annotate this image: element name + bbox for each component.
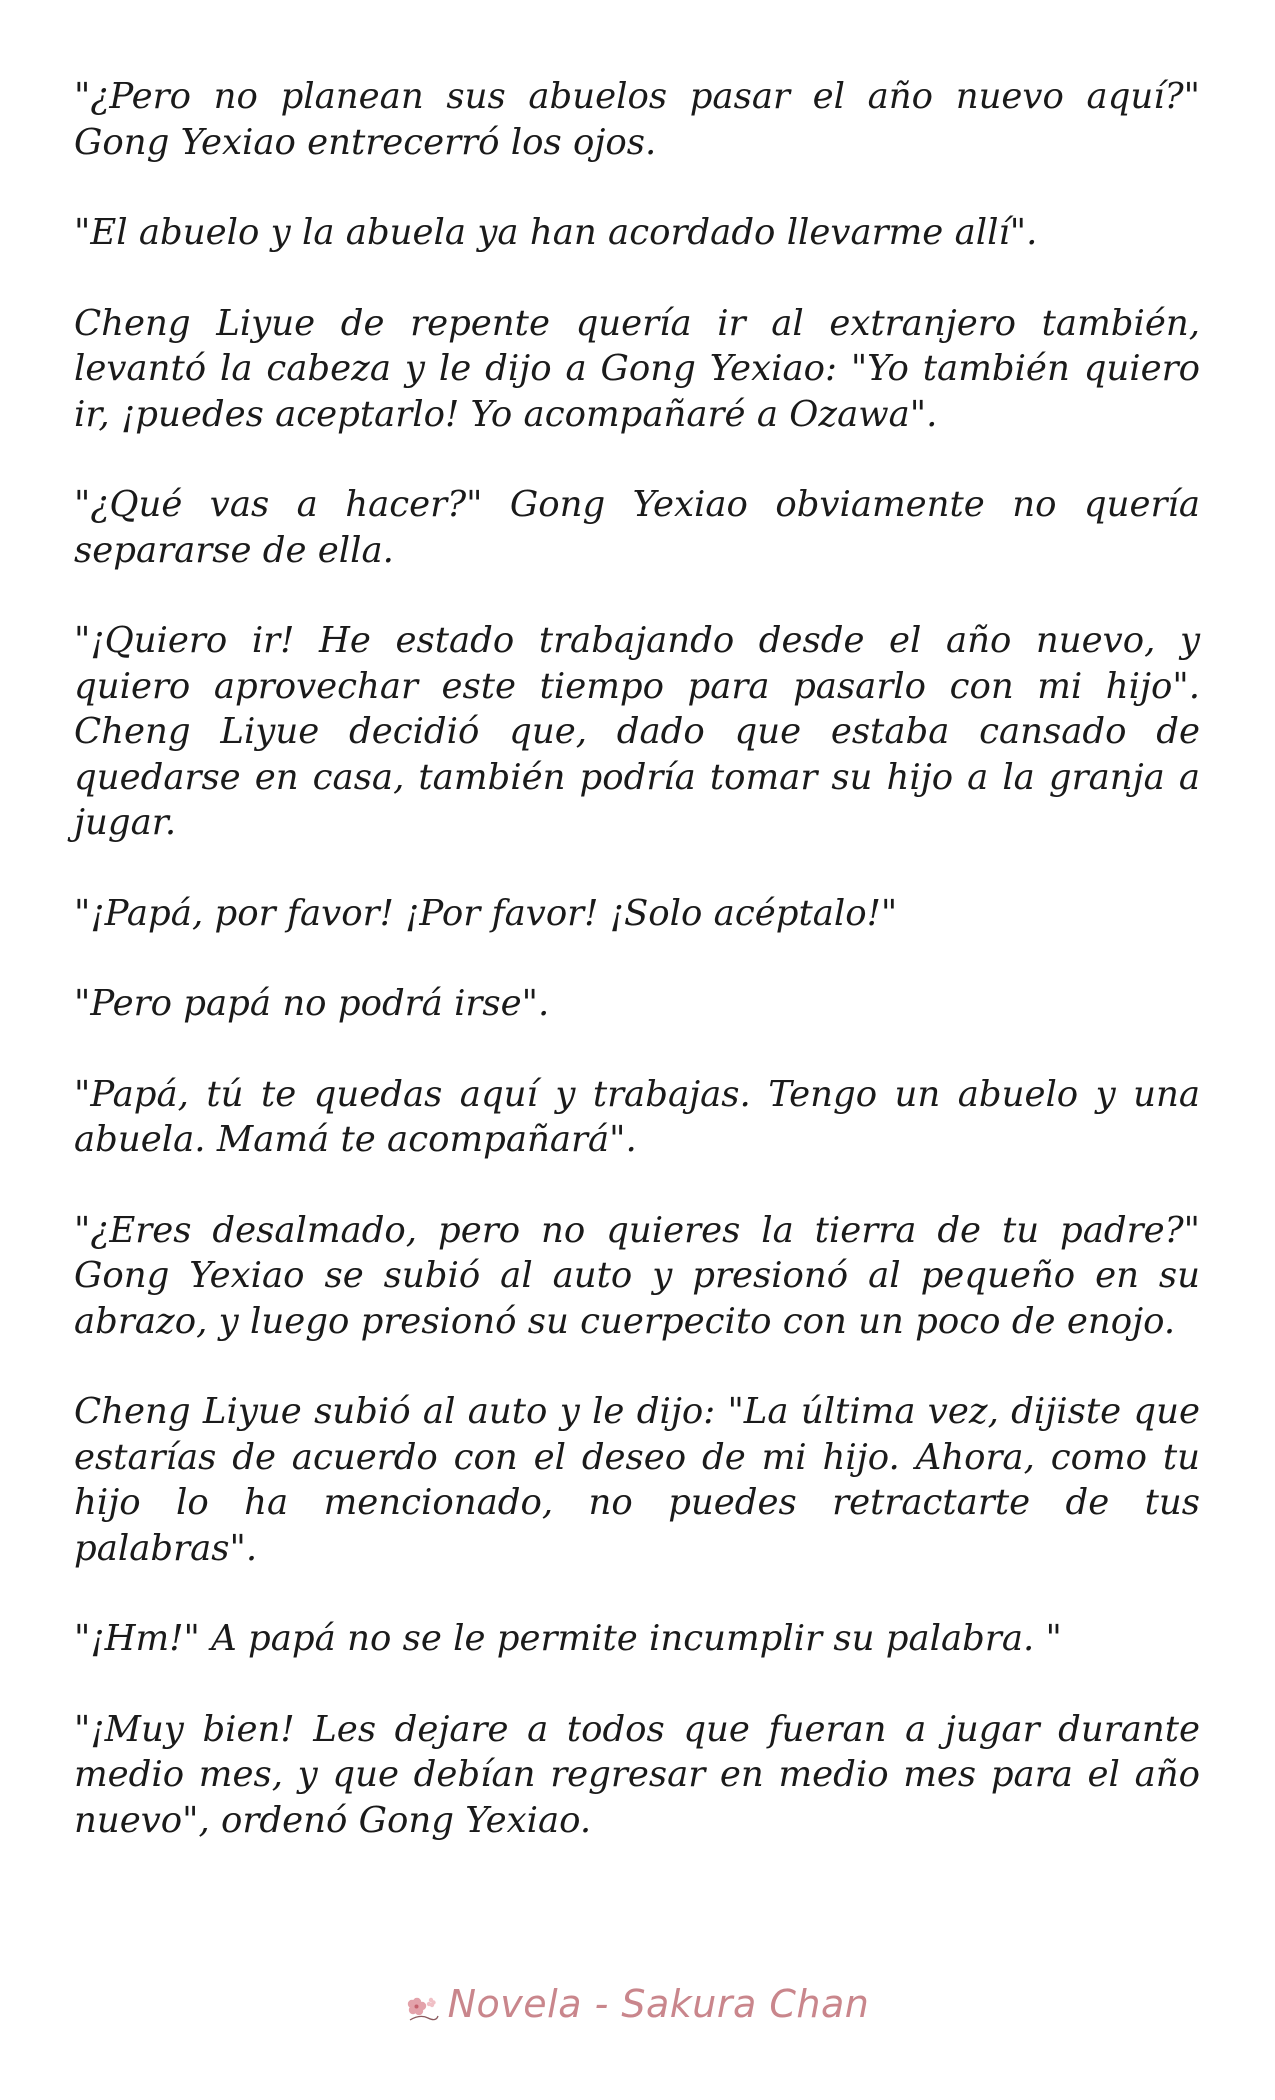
paragraph: "El abuelo y la abuela ya han acordado llevarme allí". — [74, 212, 1038, 253]
paragraph: "¿Pero no planean sus abuelos pasar el año nuevo aquí?" Gong Yexiao entrecerró los ojos. — [74, 76, 1200, 163]
chapter-text — [74, 74, 1200, 1888]
paragraph: "¡Papá, por favor! ¡Por favor! ¡Solo acéptalo!" — [74, 892, 898, 934]
watermark — [406, 1982, 870, 2026]
paragraph: "¿Eres desalmado, pero no quieres la tierra de tu padre?" Gong Yexiao se subió al auto y presionó al pequeño en su abrazo, y luego presionó su cuerpecito con un poco de enojo. — [74, 1209, 1200, 1342]
paragraph: "Papá, tú te quedas aquí y trabajas. Tengo un abuelo y una abuela. Mamá te acompañará". — [74, 1073, 1200, 1160]
paragraph: "¡Hm!" A papá no se le permite incumplir su palabra. " — [74, 1618, 1062, 1659]
watermark-text: Novela - Sakura Chan — [447, 1982, 870, 2026]
paragraph: Cheng Liyue subió al auto y le dijo: "La última vez, dijiste que estarías de acuerdo con el deseo de mi hijo. Ahora, como tu hijo lo ha mencionado, no puedes retractarte de tus palabras". — [74, 1391, 1200, 1569]
watermark-footer — [0, 1982, 1275, 2033]
paragraph: Cheng Liyue de repente quería ir al extranjero también, levantó la cabeza y le dijo a Gong Yexiao: "Yo también quiero ir, ¡puedes aceptarlo! Yo acompañaré a Ozawa". — [74, 302, 1200, 435]
paragraph: "¿Qué vas a hacer?" Gong Yexiao obviamente no quería separarse de ella. — [74, 484, 1200, 571]
sakura-blossom-icon — [406, 1989, 440, 2019]
paragraph: "Pero papá no podrá irse". — [74, 983, 550, 1024]
paragraph: "¡Quiero ir! He estado trabajando desde el año nuevo, y quiero aprovechar este tiempo para pasarlo con mi hijo". Cheng Liyue decidió que, dado que estaba cansado de quedarse en casa, también podría tomar su hijo a la granja a jugar. — [74, 620, 1200, 843]
paragraph: "¡Muy bien! Les dejare a todos que fueran a jugar durante medio mes, y que debían regresar en medio mes para el año nuevo", ordenó Gong Yexiao. — [74, 1708, 1200, 1841]
